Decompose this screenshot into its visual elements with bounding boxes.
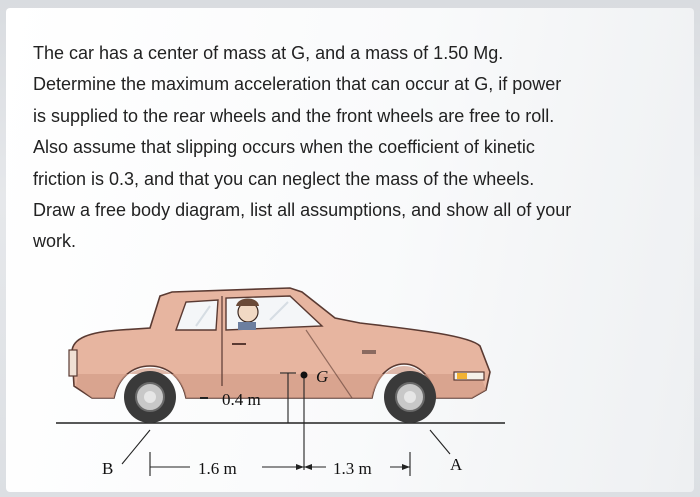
rear-wheel	[124, 371, 176, 423]
rear-dimension-arrow	[296, 464, 304, 470]
problem-line: Determine the maximum acceleration that can occur at G, if power	[33, 74, 562, 95]
front-dimension-arrow	[402, 464, 410, 470]
problem-line: Draw a free body diagram, list all assumptions, and show all of your	[33, 200, 572, 221]
problem-line: friction is 0.3, and that you can neglect the mass of the wheels.	[33, 168, 535, 189]
problem-line: work.	[33, 231, 77, 252]
point-b-label: B	[102, 459, 114, 478]
point-a-leader	[430, 430, 450, 454]
driver-figure	[236, 299, 259, 331]
problem-line: Also assume that slipping occurs when the coefficient of kinetic	[33, 137, 535, 158]
point-g-label: G	[316, 367, 329, 386]
center-of-mass-dot	[301, 372, 308, 379]
point-a-label: A	[450, 455, 463, 474]
problem-line: is supplied to the rear wheels and the front wheels are free to roll.	[33, 105, 555, 126]
front-distance-label: 1.3 m	[333, 459, 372, 478]
height-label: 0.4 m	[222, 390, 261, 409]
front-wheel	[384, 371, 436, 423]
rear-distance-label: 1.6 m	[198, 459, 237, 478]
point-b-leader	[122, 430, 150, 464]
problem-line: The car has a center of mass at G, and a mass of 1.50 Mg.	[33, 43, 504, 63]
